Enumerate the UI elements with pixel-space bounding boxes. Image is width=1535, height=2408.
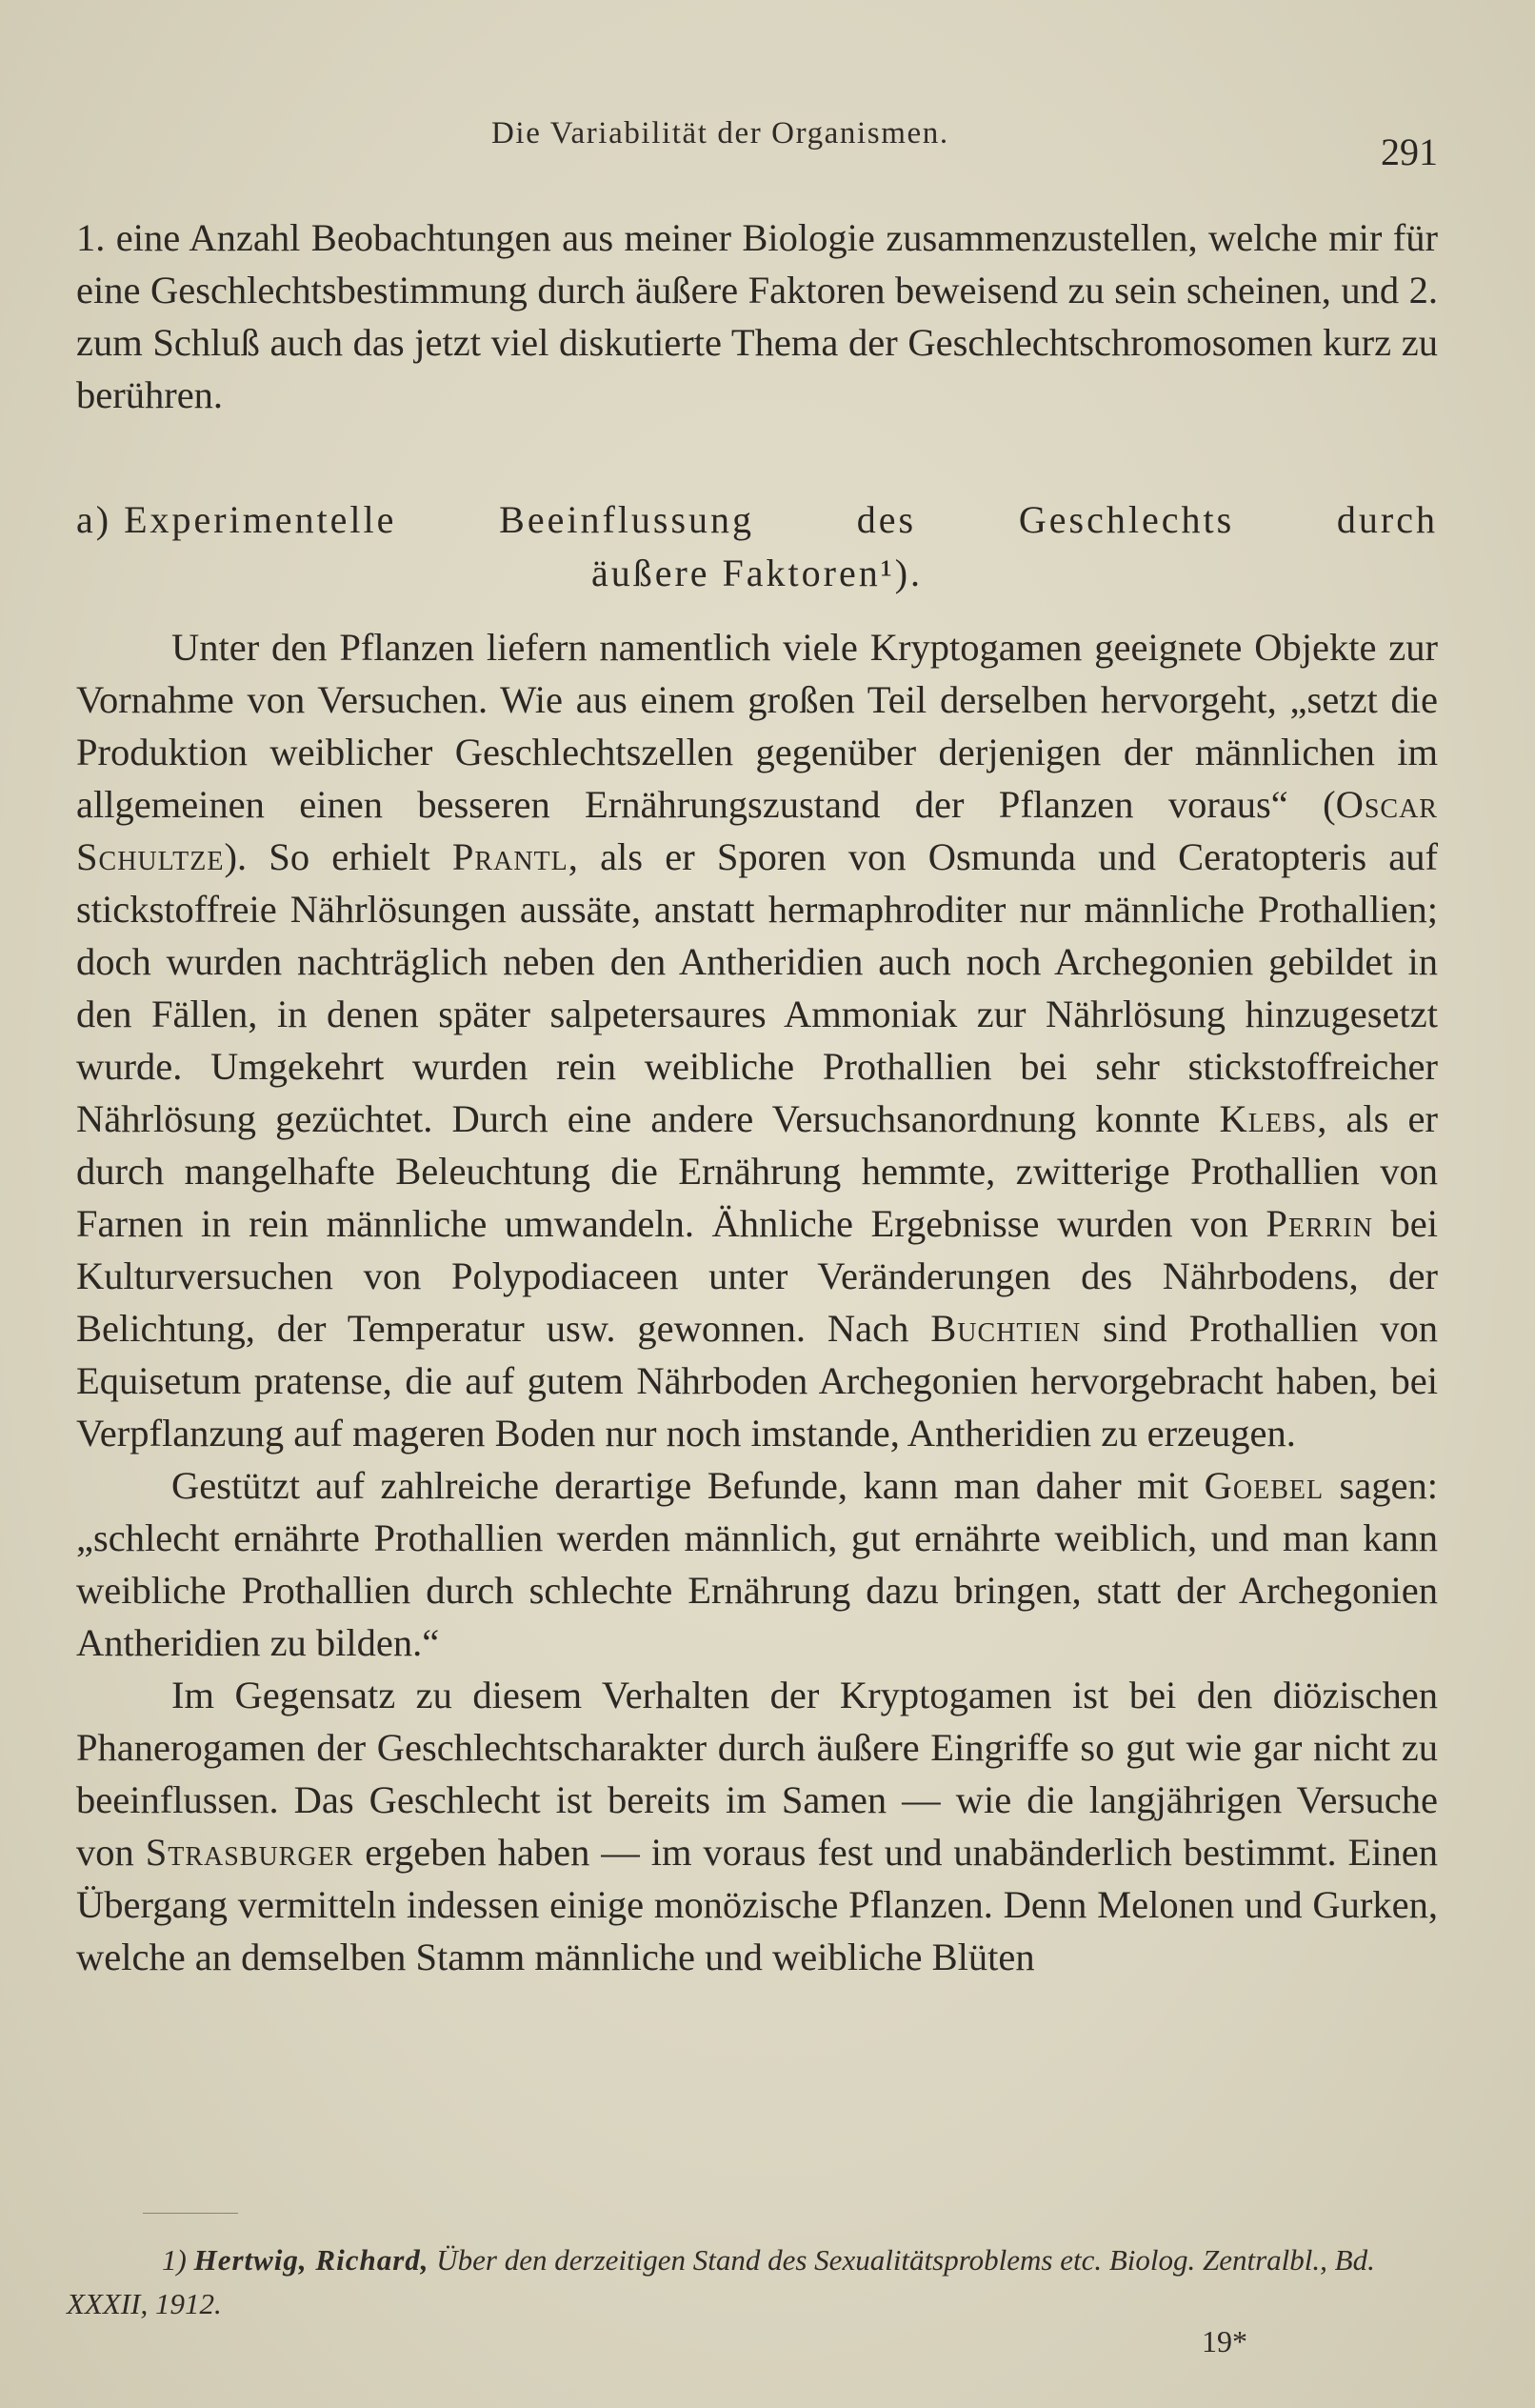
author-name: Perrin (1266, 1202, 1373, 1245)
body-paragraph (76, 1669, 1438, 1983)
body-paragraph (76, 621, 1438, 1459)
text-run: ). So erhielt (224, 835, 452, 878)
text-run: , als er Sporen von Osmunda und Ceratopteris auf stickstoffreie Nährlösungen aussäte, anstatt hermaphroditer nur männliche Prothallien; doch wurden nachträglich neben den Antheridien auch noch Archegonien gebildet in den Fällen, in denen später salpetersaures Ammoniak zur Nährlösung hinzugesetzt wurde. Umgekehrt wurden rein weibliche Prothallien bei sehr stickstoffreicher Nährlösung gezüchtet. Durch eine andere Versuchsanordnung konnte (76, 835, 1438, 1140)
author-name: Goebel (1204, 1464, 1325, 1507)
body-text (76, 621, 1438, 1983)
footnote-text: Über den derzeitigen Stand des Sexualitätsproblems etc. Biolog. Zentralbl., Bd. XXXII, 1912. (67, 2243, 1375, 2320)
footnote (67, 2238, 1447, 2326)
text-run: bei Kulturversuchen von Polypodiaceen unter Veränderungen des Nährbodens, der Belichtung, der Temperatur usw. gewonnen. Nach (76, 1202, 1438, 1350)
intro-paragraph: 1. eine Anzahl Beobachtungen aus meiner Biologie zusammenzustellen, welche mir für eine Geschlechtsbestimmung durch äußere Faktoren beweisend zu sein scheinen, und 2. zum Schluß auch das jetzt viel diskutierte Thema der Geschlechtschromosomen kurz zu berühren. (76, 216, 1438, 416)
section-heading-line-2: äußere Faktoren¹). (590, 552, 924, 594)
text-run: sind Prothallien von Equisetum pratense, die auf gutem Nährboden Archegonien hervorgebracht haben, bei Verpflanzung auf mageren Boden nur noch imstande, Antheridien zu erzeugen. (76, 1307, 1438, 1455)
body-paragraph (76, 1459, 1438, 1669)
heading-word: durch (1336, 498, 1438, 541)
section-heading-line-1 (76, 493, 1438, 547)
footnote-author: Hertwig, Richard, (193, 2243, 429, 2277)
heading-word: Beeinflussung (499, 498, 755, 541)
page-number: 291 (1381, 130, 1438, 173)
heading-word: a) Experimentelle (76, 498, 397, 541)
footnote-marker: 1) (162, 2243, 187, 2277)
text-run: sagen: „schlecht ernährte Prothallien werden männlich, gut ernährte weiblich, und man kann weibliche Prothallien durch schlechte Ernährung dazu bringen, statt der Archegonien Antheridien zu bilden.“ (76, 1464, 1438, 1664)
text-run: Im Gegensatz zu diesem Verhalten der Kryptogamen ist bei den diözischen Phanerogamen der Geschlechtscharakter durch äußere Eingriffe so gut wie gar nicht zu beeinflussen. Das Geschlecht ist bereits im Samen — wie die langjährigen Versuche von (76, 1674, 1438, 1874)
heading-word: Geschlechts (1018, 498, 1235, 541)
text-run: ergeben haben — im voraus fest und unabänderlich bestimmt. Einen Übergang vermitteln indessen einige monözische Pflanzen. Denn Melonen und Gurken, welche an demselben Stamm männliche und weibliche Blüten (76, 1831, 1439, 1978)
section-heading (76, 493, 1438, 600)
author-name: Strasburger (145, 1831, 354, 1874)
author-name: Buchtien (930, 1307, 1082, 1350)
author-name: Prantl (451, 835, 568, 878)
running-head: Die Variabilität der Organismen. (491, 116, 949, 150)
footnote-divider (143, 2213, 238, 2214)
text-run: Gestützt auf zahlreiche derartige Befunde, kann man daher mit (171, 1464, 1205, 1507)
author-name: Oscar Schultze (76, 783, 1438, 878)
text-run: Unter den Pflanzen liefern namentlich viele Kryptogamen geeignete Objekte zur Vornahme von Versuchen. Wie aus einem großen Teil derselben hervorgeht, „setzt die Produktion weiblicher Geschlechtszellen gegenüber derjenigen der männlichen im allgemeinen einen besseren Ernährungszustand der Pflanzen voraus“ ( (76, 626, 1438, 826)
heading-word: des (856, 498, 917, 541)
signature-mark: 19* (1202, 2324, 1247, 2358)
author-name: Klebs (1219, 1097, 1318, 1140)
text-run: , als er durch mangelhafte Beleuchtung die Ernährung hemmte, zwitterige Prothallien von Farnen in rein männliche umwandeln. Ähnliche Ergebnisse wurden von (76, 1097, 1439, 1245)
